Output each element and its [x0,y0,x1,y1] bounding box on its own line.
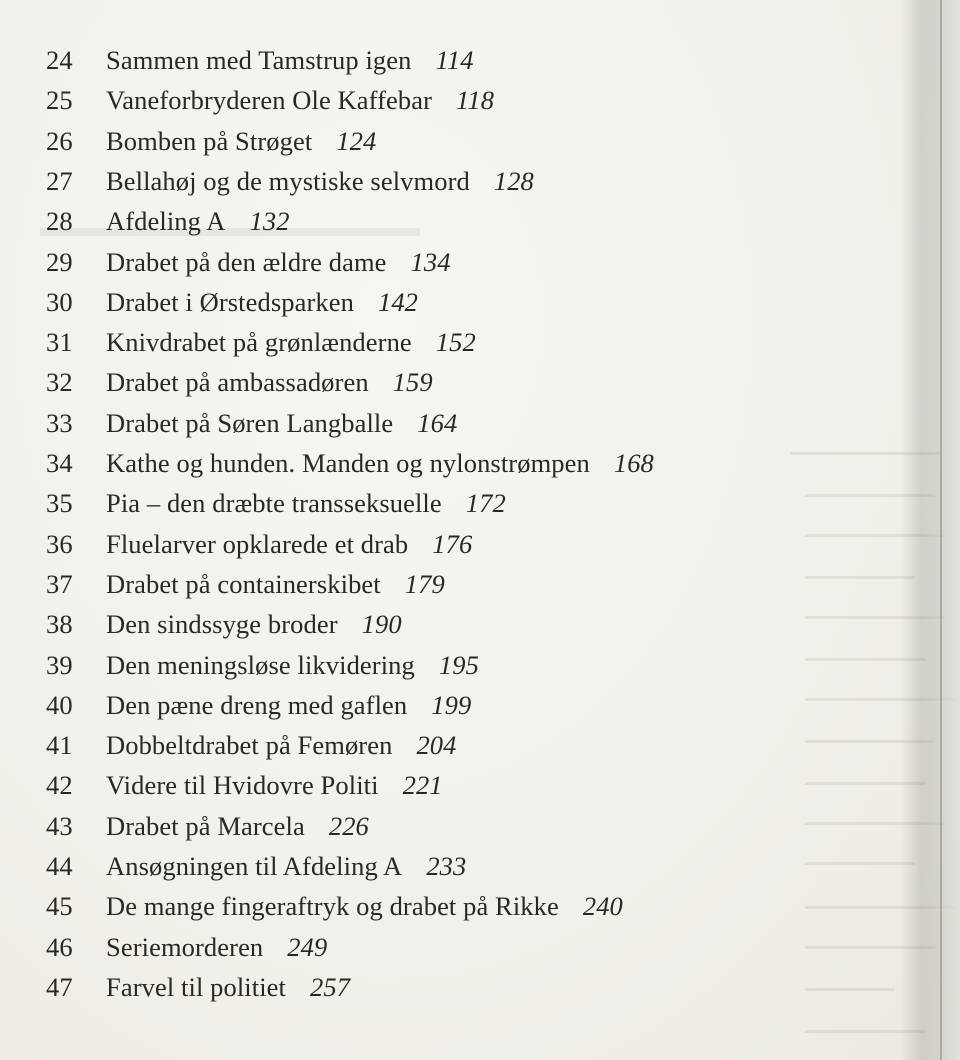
chapter-title: Farvel til politiet [106,971,287,1002]
chapter-page-number: 221 [402,770,443,801]
chapter-title: Drabet i Ørstedsparken [106,286,354,317]
chapter-title: Drabet på Marcela [106,810,305,841]
chapter-page-number: 199 [431,689,472,720]
chapter-number: 26 [46,125,73,156]
chapter-title-line [106,446,654,480]
show-through-line [805,988,895,991]
chapter-title: Sammen med Tamstrup igen [106,45,412,75]
chapter-page-number: 257 [310,971,351,1002]
chapter-number: 36 [46,528,73,559]
chapter-title-line [106,124,376,158]
chapter-title: Knivdrabet på grønlænderne [106,327,412,358]
chapter-page-number: 172 [465,488,506,519]
chapter-page-number: 118 [456,85,495,116]
chapter-title-line [106,406,457,440]
chapter-page-number: 226 [328,810,369,841]
chapter-page-number: 114 [435,45,474,75]
chapter-title-line [106,164,534,198]
chapter-number: 24 [46,45,73,75]
chapter-title: Drabet på den ældre dame [106,246,387,277]
chapter-page-number: 190 [361,609,402,640]
chapter-title: Ansøgningen til Afdeling A [106,851,403,881]
chapter-page-number: 152 [435,327,476,358]
chapter-title: De mange fingeraftryk og drabet på Rikke [106,891,559,922]
chapter-number: 30 [46,286,73,317]
chapter-title-line [106,648,479,682]
chapter-number: 31 [46,327,73,358]
chapter-page-number: 164 [417,407,458,438]
chapter-number: 46 [46,931,73,962]
chapter-page-number: 233 [426,851,467,881]
chapter-title: Pia – den dræbte transseksuelle [106,488,442,519]
chapter-number: 35 [46,488,73,519]
chapter-number: 38 [46,609,73,640]
show-through-line [805,576,915,579]
chapter-number: 41 [46,730,73,761]
chapter-number: 25 [46,85,73,116]
chapter-number: 44 [46,851,73,881]
chapter-number: 40 [46,689,73,720]
chapter-title-line [106,83,494,117]
chapter-title-line [106,325,476,359]
chapter-title-line [106,930,327,964]
chapter-title-line [106,204,290,238]
chapter-page-number: 240 [582,891,623,922]
chapter-title-line [106,768,443,802]
chapter-title: Den pæne dreng med gaflen [106,689,408,720]
chapter-title: Fluelarver opklarede et drab [106,528,409,559]
chapter-page-number: 142 [377,286,419,317]
chapter-page-number: 134 [410,246,451,277]
chapter-title-line [106,567,445,601]
chapter-title-line [106,285,418,319]
chapter-number: 43 [46,810,73,841]
chapter-page-number: 179 [404,568,445,599]
chapter-number: 47 [46,971,73,1002]
chapter-number: 29 [46,246,73,277]
chapter-title-line [106,607,402,641]
chapter-title-line [106,970,350,1004]
chapter-number: 33 [46,407,73,438]
chapter-number: 34 [46,448,73,478]
chapter-title-line [106,486,506,520]
gutter-shadow [900,0,960,1060]
page-edge [940,0,942,1060]
chapter-number: 39 [46,649,73,680]
chapter-page-number: 176 [432,528,473,559]
chapter-page-number: 159 [392,367,433,398]
chapter-title: Den meningsløse likvidering [106,649,415,680]
chapter-page-number: 124 [336,125,377,156]
chapter-page-number: 128 [493,165,534,196]
show-through-line [805,862,915,865]
chapter-number: 32 [46,367,73,398]
chapter-title-line [106,849,466,883]
chapter-title-line [106,728,457,762]
chapter-title: Seriemorderen [106,931,264,962]
chapter-number: 45 [46,891,73,922]
chapter-title: Bomben på Strøget [106,125,313,156]
chapter-title-line [106,43,474,77]
chapter-number: 27 [46,165,73,196]
chapter-title-line [106,889,623,923]
chapter-title-line [106,527,472,561]
chapter-title: Vaneforbryderen Ole Kaffebar [106,85,433,116]
chapter-title: Den sindssyge broder [106,609,338,640]
chapter-title-line [106,365,433,399]
chapter-title-line [106,688,471,722]
chapter-number: 37 [46,568,73,599]
chapter-title: Kathe og hunden. Manden og nylonstrømpen [106,448,590,478]
chapter-title: Videre til Hvidovre Politi [106,770,379,801]
chapter-title: Dobbeltdrabet på Femøren [106,730,393,761]
chapter-title: Drabet på ambassadøren [106,367,369,398]
chapter-number: 42 [46,770,73,801]
chapter-title-line [106,245,451,279]
chapter-page-number: 249 [287,931,328,962]
chapter-page-number: 132 [249,206,290,237]
chapter-title: Bellahøj og de mystiske selvmord [106,165,470,196]
chapter-title: Drabet på containerskibet [106,568,381,599]
chapter-title: Drabet på Søren Langballe [106,407,394,438]
chapter-number: 28 [46,206,73,237]
chapter-title: Afdeling A [106,206,226,237]
chapter-page-number: 195 [438,649,479,680]
chapter-title-line [106,809,369,843]
chapter-page-number: 204 [416,730,457,761]
chapter-page-number: 168 [613,448,654,478]
